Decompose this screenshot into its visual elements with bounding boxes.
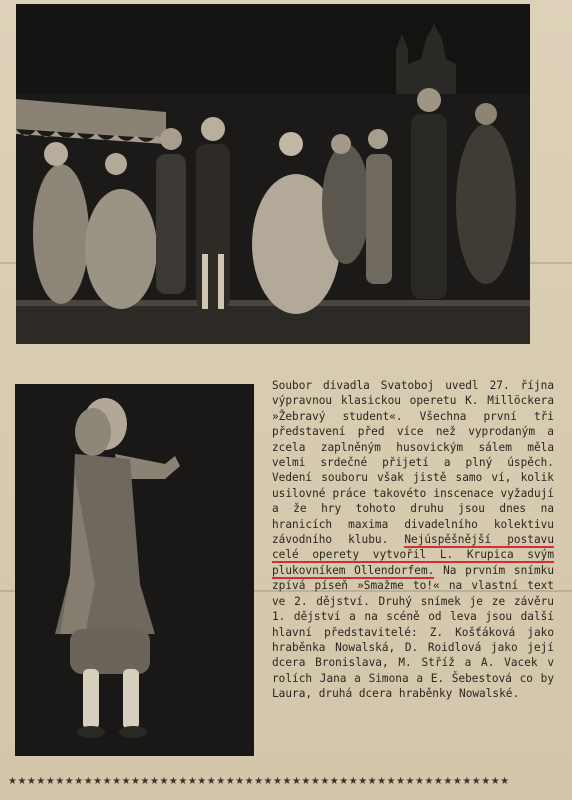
article-text bbox=[272, 378, 554, 702]
stage-scene-photo bbox=[16, 4, 530, 344]
star-divider: ★★★★★★★★★★★★★★★★★★★★★★★★★★★★★★★★★★★★★★★★★★★★★★★★★★★★★ bbox=[8, 776, 510, 787]
singer-image bbox=[15, 384, 254, 756]
singer-photo bbox=[15, 384, 254, 756]
highlighted-sentence: Nejúspěšnější postavu celé operety vytvořil L. Krupica svým plukovníkem Ollendorfem. bbox=[272, 533, 554, 577]
article-paragraph-part1: Soubor divadla Svatoboj uvedl 27. října výpravnou klasickou operetu K. Millöckera »Žebravý student«. Všechna první tři představení před více než vyprodaným a zcela zaplněným husovickým sálem měla velmi srdečné přijetí a plný úspěch. Vedení souboru však jistě samo ví, kolik usilovné práce takovéto inscenace vyžadují a že hry tohoto druhu jsou dnes na hranicích maxima divadelního kolektivu závodního klubu. bbox=[272, 379, 554, 547]
stage-scene-image bbox=[16, 4, 530, 344]
article-paragraph-part2: Na prvním snímku zpívá píseň »Smažme to!« na vlastní text ve 2. dějství. Druhý snímek je ze závěru 1. dějství a na scéně od leva jsou další hlavní představitelé: Z. Košťáková jako hraběnka Nowalská, D. Roidlová jako její dcera Bronislava, M. Stříž a A. Vacek v rolích Jana a Simona a E. Šebestová co by Laura, druhá dcera hraběnky Nowalské. bbox=[272, 563, 554, 701]
